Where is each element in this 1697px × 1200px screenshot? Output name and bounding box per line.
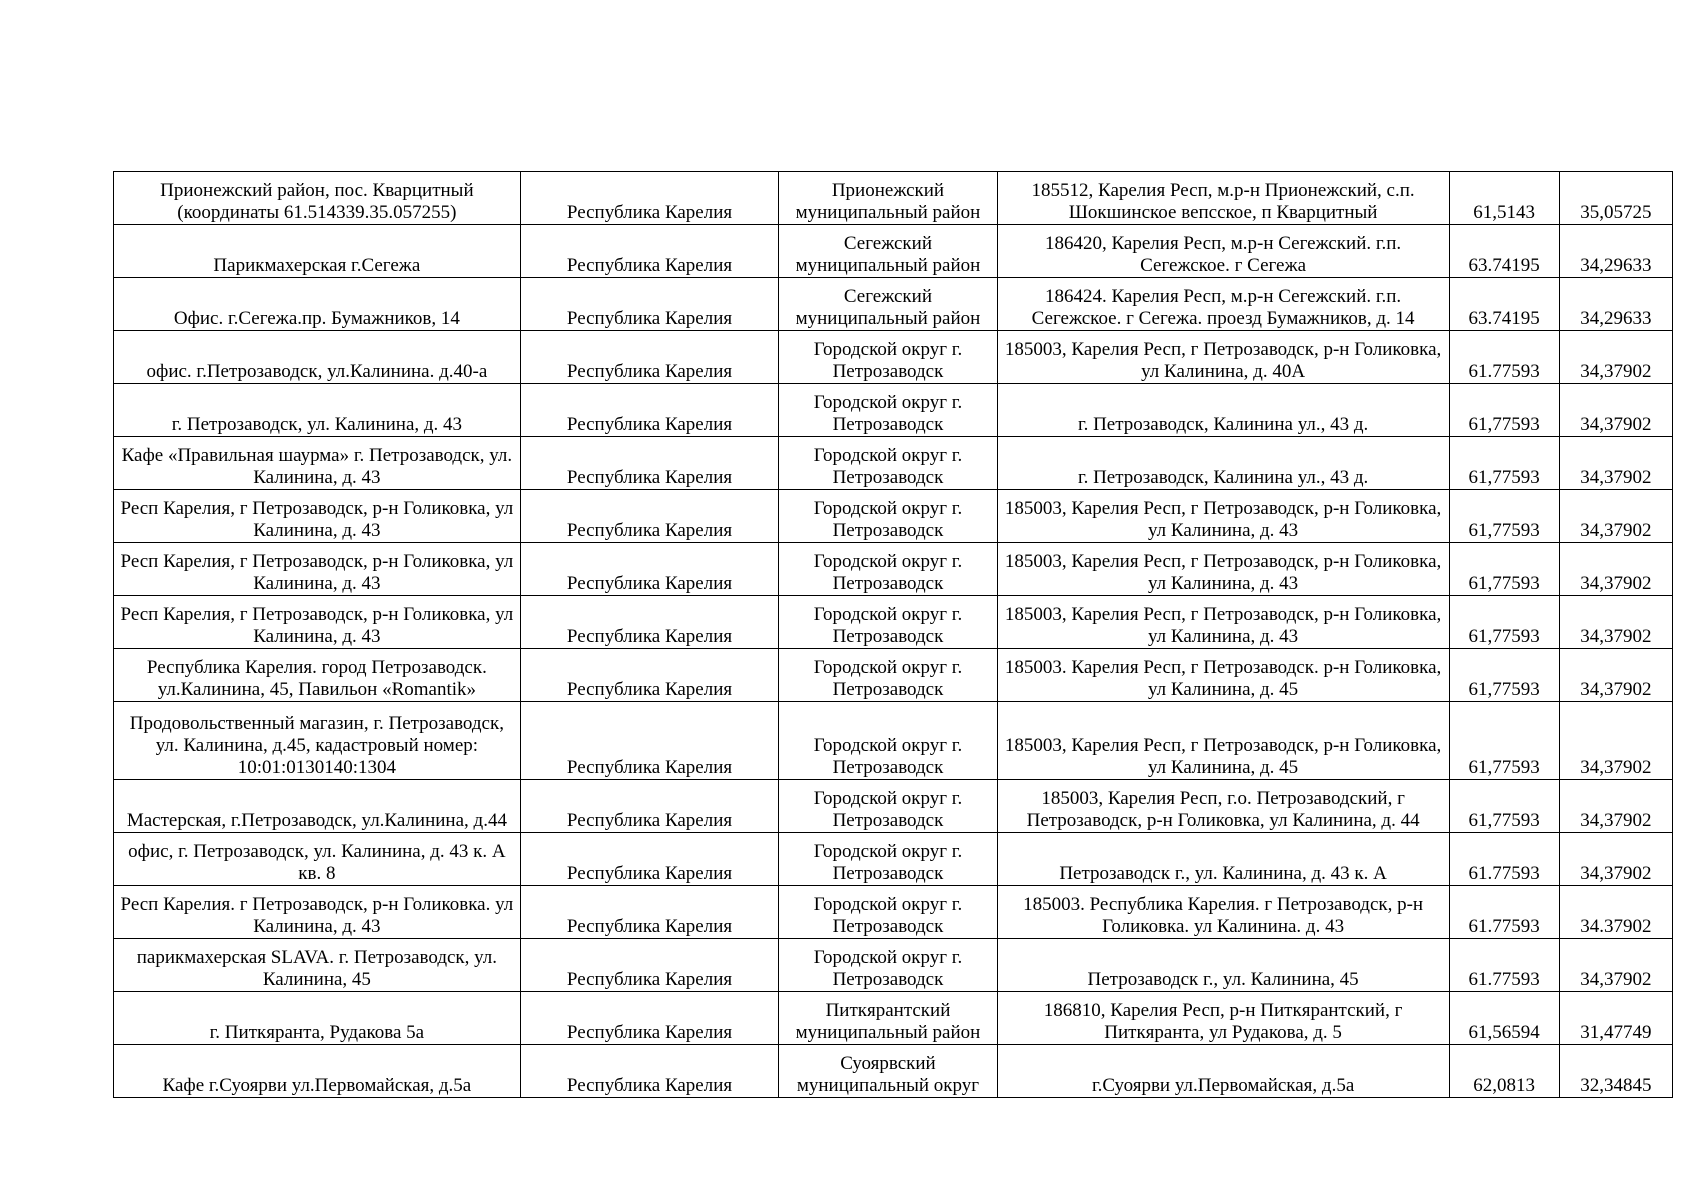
object-cell: Республика Карелия. город Петрозаводск. ул.Калинина, 45, Павильон «Romantik» [114, 649, 521, 702]
municipality-cell: Сегежский муниципальный район [779, 225, 997, 278]
longitude-cell: 34,29633 [1559, 278, 1672, 331]
object-cell: Респ Карелия, г Петрозаводск, р-н Голиковка, ул Калинина, д. 43 [114, 596, 521, 649]
address-cell: 185003, Карелия Респ, г Петрозаводск, р-н Голиковка, ул Калинина, д. 43 [997, 596, 1449, 649]
table-row [114, 490, 1673, 543]
address-cell: Петрозаводск г., ул. Калинина, 45 [997, 939, 1449, 992]
municipality-cell: Городской округ г. Петрозаводск [779, 939, 997, 992]
address-cell: 185003, Карелия Респ, г Петрозаводск, р-н Голиковка, ул Калинина, д. 43 [997, 490, 1449, 543]
longitude-cell: 32,34845 [1559, 1045, 1672, 1098]
object-cell: Офис. г.Сегежа.пр. Бумажников, 14 [114, 278, 521, 331]
address-cell: г. Петрозаводск, Калинина ул., 43 д. [997, 384, 1449, 437]
locations-table [113, 171, 1673, 1098]
region-cell: Республика Карелия [520, 596, 778, 649]
municipality-cell: Городской округ г. Петрозаводск [779, 702, 997, 780]
address-cell: 185003, Карелия Респ, г Петрозаводск, р-н Голиковка, ул Калинина, д. 40А [997, 331, 1449, 384]
table-row [114, 886, 1673, 939]
table-row [114, 939, 1673, 992]
object-cell: Респ Карелия. г Петрозаводск, р-н Голиковка. ул Калинина, д. 43 [114, 886, 521, 939]
longitude-cell: 34,37902 [1559, 543, 1672, 596]
municipality-cell: Суоярвский муниципальный округ [779, 1045, 997, 1098]
longitude-cell: 34,37902 [1559, 437, 1672, 490]
longitude-cell: 31,47749 [1559, 992, 1672, 1045]
municipality-cell: Питкярантский муниципальный район [779, 992, 997, 1045]
table-row [114, 331, 1673, 384]
region-cell: Республика Карелия [520, 1045, 778, 1098]
table-row [114, 172, 1673, 225]
municipality-cell: Сегежский муниципальный район [779, 278, 997, 331]
address-cell: 186810, Карелия Респ, р-н Питкярантский, г Питкяранта, ул Рудакова, д. 5 [997, 992, 1449, 1045]
object-cell: Мастерская, г.Петрозаводск, ул.Калинина, д.44 [114, 780, 521, 833]
table-row [114, 278, 1673, 331]
latitude-cell: 61.77593 [1449, 331, 1559, 384]
object-cell: парикмахерская SLAVA. г. Петрозаводск, ул. Калинина, 45 [114, 939, 521, 992]
longitude-cell: 35,05725 [1559, 172, 1672, 225]
municipality-cell: Городской округ г. Петрозаводск [779, 780, 997, 833]
table-row [114, 702, 1673, 780]
table-row [114, 437, 1673, 490]
latitude-cell: 61,77593 [1449, 780, 1559, 833]
address-cell: 186424. Карелия Респ, м.р-н Сегежский. г.п. Сегежское. г Сегежа. проезд Бумажников, д. 14 [997, 278, 1449, 331]
object-cell: офис, г. Петрозаводск, ул. Калинина, д. 43 к. А кв. 8 [114, 833, 521, 886]
municipality-cell: Городской округ г. Петрозаводск [779, 490, 997, 543]
address-cell: 185003, Карелия Респ, г Петрозаводск, р-н Голиковка, ул Калинина, д. 43 [997, 543, 1449, 596]
longitude-cell: 34,37902 [1559, 939, 1672, 992]
region-cell: Республика Карелия [520, 780, 778, 833]
municipality-cell: Городской округ г. Петрозаводск [779, 596, 997, 649]
region-cell: Республика Карелия [520, 649, 778, 702]
municipality-cell: Городской округ г. Петрозаводск [779, 649, 997, 702]
region-cell: Республика Карелия [520, 992, 778, 1045]
address-cell: 186420, Карелия Респ, м.р-н Сегежский. г.п. Сегежское. г Сегежа [997, 225, 1449, 278]
object-cell: г. Петрозаводск, ул. Калинина, д. 43 [114, 384, 521, 437]
address-cell: г. Петрозаводск, Калинина ул., 43 д. [997, 437, 1449, 490]
region-cell: Республика Карелия [520, 172, 778, 225]
municipality-cell: Городской округ г. Петрозаводск [779, 331, 997, 384]
municipality-cell: Городской округ г. Петрозаводск [779, 833, 997, 886]
latitude-cell: 61,77593 [1449, 437, 1559, 490]
longitude-cell: 34,37902 [1559, 384, 1672, 437]
object-cell: г. Питкяранта, Рудакова 5а [114, 992, 521, 1045]
latitude-cell: 61,77593 [1449, 649, 1559, 702]
municipality-cell: Городской округ г. Петрозаводск [779, 384, 997, 437]
latitude-cell: 61.77593 [1449, 886, 1559, 939]
object-cell: Кафе г.Суоярви ул.Первомайская, д.5а [114, 1045, 521, 1098]
object-cell: Кафе «Правильная шаурма» г. Петрозаводск, ул. Калинина, д. 43 [114, 437, 521, 490]
latitude-cell: 61,5143 [1449, 172, 1559, 225]
latitude-cell: 61,56594 [1449, 992, 1559, 1045]
table-row [114, 992, 1673, 1045]
object-cell: Парикмахерская г.Сегежа [114, 225, 521, 278]
object-cell: Прионежский район, пос. Кварцитный (координаты 61.514339.35.057255) [114, 172, 521, 225]
longitude-cell: 34,37902 [1559, 490, 1672, 543]
municipality-cell: Прионежский муниципальный район [779, 172, 997, 225]
table-row [114, 649, 1673, 702]
table-row [114, 384, 1673, 437]
region-cell: Республика Карелия [520, 702, 778, 780]
latitude-cell: 61,77593 [1449, 384, 1559, 437]
table-body [114, 172, 1673, 1098]
region-cell: Республика Карелия [520, 331, 778, 384]
address-cell: г.Суоярви ул.Первомайская, д.5а [997, 1045, 1449, 1098]
region-cell: Республика Карелия [520, 225, 778, 278]
object-cell: офис. г.Петрозаводск, ул.Калинина. д.40-а [114, 331, 521, 384]
region-cell: Республика Карелия [520, 384, 778, 437]
longitude-cell: 34,37902 [1559, 649, 1672, 702]
table-row [114, 780, 1673, 833]
table-row [114, 833, 1673, 886]
latitude-cell: 61.77593 [1449, 939, 1559, 992]
address-cell: Петрозаводск г., ул. Калинина, д. 43 к. А [997, 833, 1449, 886]
region-cell: Республика Карелия [520, 833, 778, 886]
latitude-cell: 61,77593 [1449, 543, 1559, 596]
address-cell: 185003. Республика Карелия. г Петрозаводск, р-н Голиковка. ул Калинина. д. 43 [997, 886, 1449, 939]
address-cell: 185512, Карелия Респ, м.р-н Прионежский, с.п. Шокшинское вепсское, п Кварцитный [997, 172, 1449, 225]
municipality-cell: Городской округ г. Петрозаводск [779, 437, 997, 490]
longitude-cell: 34,29633 [1559, 225, 1672, 278]
longitude-cell: 34,37902 [1559, 780, 1672, 833]
longitude-cell: 34,37902 [1559, 833, 1672, 886]
object-cell: Респ Карелия, г Петрозаводск, р-н Голиковка, ул Калинина, д. 43 [114, 543, 521, 596]
latitude-cell: 61,77593 [1449, 490, 1559, 543]
longitude-cell: 34.37902 [1559, 886, 1672, 939]
address-cell: 185003, Карелия Респ, г.о. Петрозаводский, г Петрозаводск, р-н Голиковка, ул Калинина, д. 44 [997, 780, 1449, 833]
region-cell: Республика Карелия [520, 939, 778, 992]
longitude-cell: 34,37902 [1559, 331, 1672, 384]
latitude-cell: 62,0813 [1449, 1045, 1559, 1098]
region-cell: Республика Карелия [520, 490, 778, 543]
object-cell: Респ Карелия, г Петрозаводск, р-н Голиковка, ул Калинина, д. 43 [114, 490, 521, 543]
municipality-cell: Городской округ г. Петрозаводск [779, 886, 997, 939]
latitude-cell: 63.74195 [1449, 278, 1559, 331]
region-cell: Республика Карелия [520, 543, 778, 596]
latitude-cell: 61,77593 [1449, 702, 1559, 780]
region-cell: Республика Карелия [520, 437, 778, 490]
latitude-cell: 63.74195 [1449, 225, 1559, 278]
table-row [114, 1045, 1673, 1098]
longitude-cell: 34,37902 [1559, 702, 1672, 780]
address-cell: 185003, Карелия Респ, г Петрозаводск, р-н Голиковка, ул Калинина, д. 45 [997, 702, 1449, 780]
table-row [114, 596, 1673, 649]
object-cell: Продовольственный магазин, г. Петрозаводск, ул. Калинина, д.45, кадастровый номер: 10:01:0130140:1304 [114, 702, 521, 780]
region-cell: Республика Карелия [520, 278, 778, 331]
address-cell: 185003. Карелия Респ, г Петрозаводск. р-н Голиковка, ул Калинина, д. 45 [997, 649, 1449, 702]
latitude-cell: 61,77593 [1449, 596, 1559, 649]
table-row [114, 225, 1673, 278]
latitude-cell: 61.77593 [1449, 833, 1559, 886]
table-row [114, 543, 1673, 596]
longitude-cell: 34,37902 [1559, 596, 1672, 649]
region-cell: Республика Карелия [520, 886, 778, 939]
municipality-cell: Городской округ г. Петрозаводск [779, 543, 997, 596]
